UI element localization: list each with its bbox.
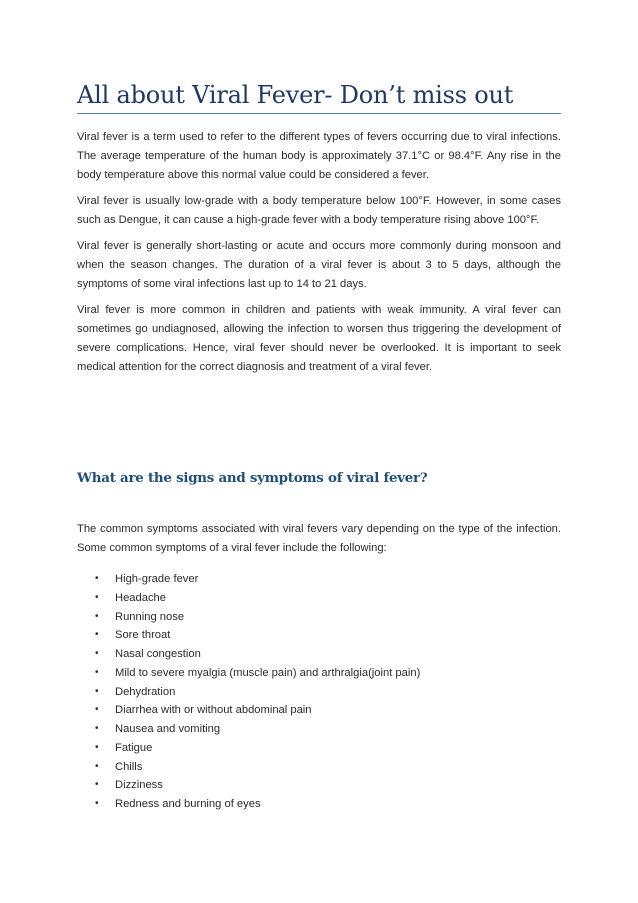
paragraph-symptoms-intro: The common symptoms associated with viral fevers vary depending on the type of the infection. Some common symptoms of a viral fever include the following: [77,523,561,554]
bullet-icon: • [95,798,99,809]
symptom-text: High-grade fever [115,573,199,585]
symptom-text: Mild to severe myalgia (muscle pain) and arthralgia(joint pain) [115,666,421,679]
bullet-icon: • [95,610,99,622]
document-title: All about Viral Fever- Don’t miss out [77,81,514,109]
bullet-icon: • [95,629,99,641]
list-item [77,683,561,702]
list-item [77,720,561,739]
symptom-text: Dizziness [115,779,163,792]
bullet-icon: • [95,591,99,603]
list-item [77,795,561,814]
symptoms-intro [77,520,561,565]
paragraph-duration: Viral fever is generally short-lasting or acute and occurs more commonly during monsoon and when the season changes. The duration of a viral fever is about 3 to 5 days, although the symptoms of some viral infections last up to 14 to 21 days. [77,240,561,290]
intro-paragraphs [77,128,561,384]
bullet-icon: • [95,760,99,772]
symptom-text: Diarrhea with or without abdominal pain [115,704,312,717]
title-underline-rule [77,113,561,114]
bullet-icon: • [95,779,99,791]
list-item [77,570,561,589]
bullet-icon: • [95,666,99,678]
list-item [77,739,561,758]
bullet-icon: • [95,723,99,734]
symptom-text: Sore throat [115,629,171,642]
list-item [77,645,561,664]
symptom-text: Headache [115,591,167,604]
list-item [77,758,561,777]
list-item [77,608,561,627]
symptom-text: Nausea and vomiting [115,723,221,735]
section-heading-symptoms: What are the signs and symptoms of viral fever? [77,470,428,486]
list-item [77,589,561,608]
symptom-text: Dehydration [115,685,176,698]
list-item [77,776,561,795]
bullet-icon: • [95,704,99,716]
bullet-icon: • [95,573,99,584]
list-item [77,664,561,683]
symptom-text: Redness and burning of eyes [115,798,261,810]
symptom-text: Running nose [115,610,185,623]
symptoms-list [77,570,561,814]
symptom-text: Chills [115,760,143,773]
bullet-icon: • [95,685,99,697]
symptom-text: Fatigue [115,741,153,754]
symptom-text: Nasal congestion [115,648,201,660]
paragraph-definition: Viral fever is a term used to refer to the different types of fevers occurring due to viral infections. The average temperature of the human body is approximately 37.1°C or 98.4°F. Any rise in the body temperature above this normal value could be considered a fever. [77,131,561,181]
paragraph-risk: Viral fever is more common in children and patients with weak immunity. A viral fever can sometimes go undiagnosed, allowing the infection to worsen thus triggering the development of severe complications. Hence, viral fever should never be overlooked. It is important to seek medical attention for the correct diagnosis and treatment of a viral fever. [77,304,561,373]
list-item [77,701,561,720]
list-item [77,626,561,645]
paragraph-grade: Viral fever is usually low-grade with a body temperature below 100°F. However, in some cases such as Dengue, it can cause a high-grade fever with a body temperature rising above 100°F. [77,195,561,226]
bullet-icon: • [95,648,99,659]
bullet-icon: • [95,741,99,753]
